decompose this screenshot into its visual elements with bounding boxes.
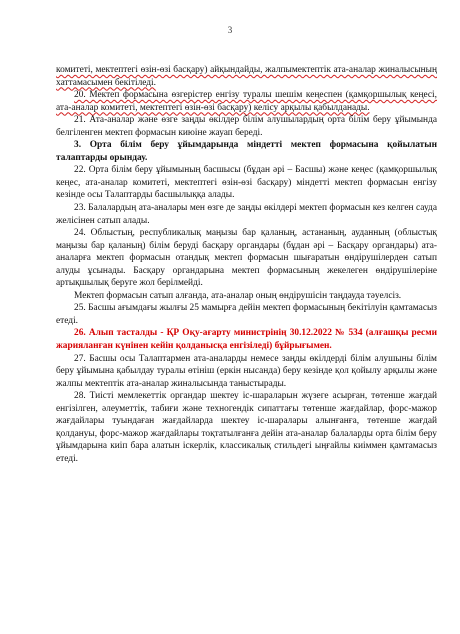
document-body: [56, 64, 437, 466]
paragraph-22: 22. Орта білім беру ұйымының басшысы (бұдан әрі – Басшы) және кеңес (қамқоршылық кеңес, ата-аналар комитеті, мектептегі өзін-өзі басқару) міндетті мектеп формасын енгізу кезінде осы Талаптарды басшылыққа алады.: [56, 165, 437, 201]
paragraph-20: 20. Мектеп формасына өзгерістер енгізу туралы шешім кеңеспен (қамқоршылық кеңесі, ата-аналар комитеті, мектептегі өзін-өзі басқару) келісу арқылы қабылданады.: [56, 90, 437, 113]
page-number: 3: [227, 25, 233, 35]
paragraph-24: 24. Облыстың, республикалық маңызы бар қаланың, астананың, ауданның (облыстық маңызы бар қаланың) білім беруді басқару органдары (бұдан әрі – Басқару органдары) ата-аналарға мектеп формасын отандық мектеп формасын шығаратын өндірушілерден сатып алуды ұсынады. Басқару органдарына мектеп формасының жекелеген өндірушілеріне артықшылық беруге жол берілмейді.: [56, 228, 437, 289]
paragraph-28: 28. Тиісті мемлекеттік органдар шектеу іс-шараларын жүзеге асырған, төтенше жағдай енгізілген, әлеуметтік, табиғи және техногендік сипаттағы төтенше жағдайлар, форс-мажор жағдайлары туындаған жағдайларда шектеу іс-шаралары алынғанға, төтенше жағдай қолдануы, форс-мажор жағдайлары тоқтатылғанға дейін ата-аналар балаларды орта білім беру ұйымдарына киіп бара алатын іскерлік, классикалық стильдегі ыңғайлы киіммен қамтамасыз етеді.: [56, 391, 437, 464]
section-3-heading: 3. Орта білім беру ұйымдарында міндетті мектеп формасына қойылатын талаптарды орындау.: [56, 140, 437, 163]
paragraph-25: 25. Басшы ағымдағы жылғы 25 мамырға дейін мектеп формасының беκітілуін қамтамасыз етеді.: [56, 303, 437, 326]
paragraph-19-continuation: комитеті, мектептегі өзін-өзі басқару) айқындайды, жалпымектептік ата-аналар жиналысының хаттамасымен бекітіледі.: [56, 65, 437, 88]
paragraph-23: 23. Балалардың ата-аналары мен өзге де заңды өкілдері мектеп формасын кез келген сауда желісінен сатып алады.: [56, 203, 437, 226]
paragraph-26-excluded: 26. Алып тасталды - ҚР Оқу-ағарту министрінің 30.12.2022 № 534 (алғашқы ресми жарияланған күнінен кейін қолданысқа енгізіледі) бұйрығымен.: [56, 328, 437, 352]
paragraph-21: 21. Ата-аналар және өзге заңды өкілдер білім алушылардың орта білім беру ұйымында белгіленген мектеп формасын киюіне жауап береді.: [56, 115, 437, 138]
paragraph-27: 27. Басшы осы Талаптармен ата-аналарды немесе заңды өкілдерді білім алушыны білім беру ұйымына қабылдау туралы өтініш (еркін нысанда) беру кезінде қол қойылу арқылы және жалпы мектептік ата-аналар жиналысында таныстырады.: [56, 353, 437, 389]
paragraph-24-note: Мектеп формасын сатып алғанда, ата-аналар оның өндірушісін таңдауда тәуелсіз.: [74, 290, 402, 301]
